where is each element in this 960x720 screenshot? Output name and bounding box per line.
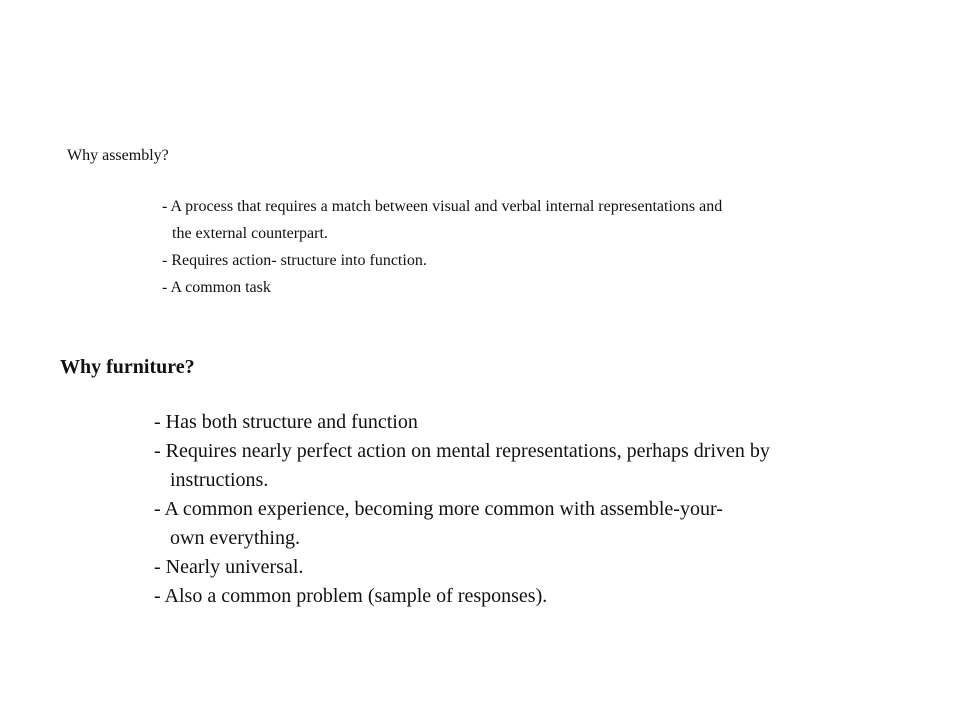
furniture-reason-line: - A common experience, becoming more common with assemble-your-	[154, 498, 723, 520]
furniture-reasons-list	[154, 409, 944, 612]
furniture-reason-line: instructions.	[170, 469, 269, 491]
furniture-reason-line: - Nearly universal.	[154, 556, 304, 578]
assembly-reason-line: the external counterpart.	[172, 225, 328, 242]
furniture-reason-line: - Requires nearly perfect action on mental representations, perhaps driven by	[154, 440, 770, 462]
furniture-heading: Why furniture?	[60, 356, 195, 378]
assembly-reasons-list	[162, 197, 952, 305]
assembly-reason-line: - A process that requires a match between visual and verbal internal representations and	[162, 198, 723, 215]
furniture-reason-line: own everything.	[170, 527, 300, 549]
assembly-reason-line: - A common task	[162, 279, 271, 296]
assembly-heading: Why assembly?	[67, 147, 169, 164]
furniture-reason-line: - Has both structure and function	[154, 411, 418, 433]
assembly-reason-line: - Requires action- structure into function.	[162, 252, 427, 269]
furniture-reason-line: - Also a common problem (sample of responses).	[154, 585, 548, 607]
